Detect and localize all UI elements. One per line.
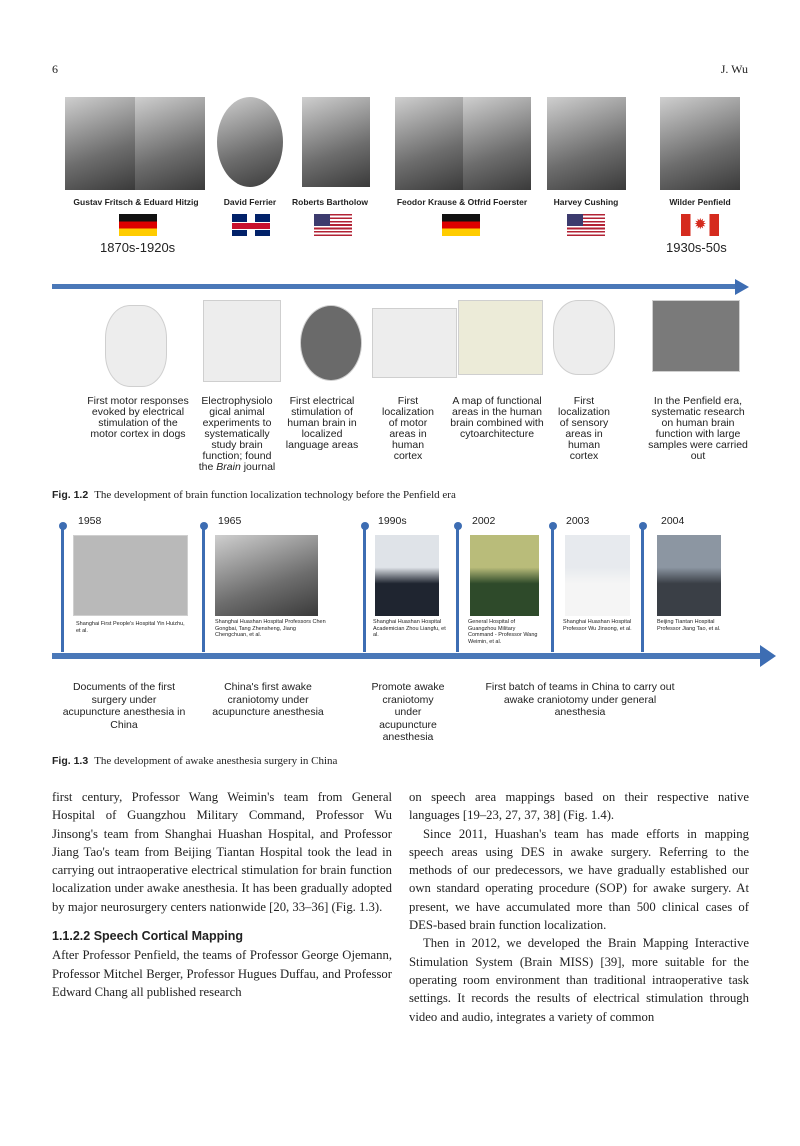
photo-caption: Shanghai First People's Hospital Yin Huizhu, et al. <box>76 621 185 634</box>
paragraph: Then in 2012, we developed the Brain Mapping Interactive Stimulation System (Brain MISS) [39], more suitable for the operating room environment than traditional intraoperative task settings. It records the results of electrical stimulation through video and audio, integrates a variety of common <box>409 936 749 1024</box>
caption-label: Fig. 1.2 <box>52 489 89 501</box>
photo-caption: Beijing Tiantan Hospital Professor Jiang Tao, et al. <box>657 619 721 632</box>
description <box>196 396 278 473</box>
year-label: 1958 <box>78 515 102 527</box>
year-label: 2003 <box>566 515 590 527</box>
caption-text: The development of awake anesthesia surgery in China <box>94 755 338 767</box>
timeline-marker <box>363 527 366 652</box>
historic-document-image <box>73 535 188 616</box>
timeline-dot <box>454 522 462 530</box>
scientist-name: Roberts Bartholow <box>291 197 369 207</box>
description: First electrical stimulation of human brain in localized language areas <box>285 395 359 451</box>
timeline-dot <box>361 522 369 530</box>
portrait-ferrier <box>217 97 283 187</box>
photo-caption: Shanghai Huashan Hospital Professors Chen Gongbai, Tang Zhensheng, Jiang Chengchuan, et al. <box>215 619 326 638</box>
uk-flag-icon <box>232 214 270 236</box>
portrait-wang-weimin <box>470 535 539 616</box>
timeline-arrow <box>52 284 737 289</box>
portrait-jiang-tao <box>657 535 721 616</box>
year-label: 2004 <box>661 515 685 527</box>
portrait-cushing <box>547 97 626 190</box>
paragraph: After Professor Penfield, the teams of Professor George Ojemann, Professor Mitchel Berger, Professor Hugues Duffau, and Professor Edward Chang all published research <box>52 948 392 999</box>
timeline-marker <box>456 527 459 652</box>
description: First batch of teams in China to carry out awake craniotomy under general anesthesia <box>485 681 675 718</box>
timeline-dot <box>639 522 647 530</box>
portrait-zhou-liangfu <box>375 535 439 616</box>
description: In the Penfield era, systematic research on human brain function with large samples were carried out <box>648 395 748 462</box>
timeline-marker <box>551 527 554 652</box>
description: First motor responses evoked by electrical stimulation of the motor cortex in dogs <box>87 395 189 440</box>
paragraph: first century, Professor Wang Weimin's team from General Hospital of Guangzhou Military Command, Professor Wu Jinsong's team from Shanghai Huashan Hospital, and Professor Jiang Tao's team from Beijing Tiantan Hospital took the lead in carrying out intraoperative electrical stimulation for brain function localization under awake anesthesia. It has been gradually adopted by major neurosurgery centers nationwide [20, 33–36] (Fig. 1.3). <box>52 790 392 914</box>
dog-brain-sketch <box>105 305 167 387</box>
photo-caption: Shanghai Huashan Hospital Professor Wu Jinsong, et al. <box>563 619 632 632</box>
portrait-fritsch <box>65 97 135 190</box>
timeline-marker <box>202 527 205 652</box>
penfield-brain-photo <box>652 300 740 372</box>
description: First localization of sensory areas in human cortex <box>558 395 610 462</box>
arrowhead-icon <box>760 645 776 667</box>
sensory-area-sketch <box>553 300 615 375</box>
running-head-author: J. Wu <box>720 62 748 76</box>
description: First localization of motor areas in human cortex <box>382 395 434 462</box>
surgery-photo <box>215 535 318 616</box>
cytoarchitecture-map <box>458 300 543 375</box>
year-label: 2002 <box>472 515 496 527</box>
photo-caption: Shanghai Huashan Hospital Academician Zhou Liangfu, et al. <box>373 619 446 638</box>
figure-caption <box>52 489 456 501</box>
timeline-dot <box>549 522 557 530</box>
scientist-name: David Ferrier <box>223 197 277 207</box>
usa-flag-icon <box>567 214 605 236</box>
page-number: 6 <box>52 62 58 76</box>
motor-area-diagram <box>372 308 457 378</box>
description: A map of functional areas in the human brain combined with cytoarchitecture <box>450 395 544 440</box>
era-end: 1930s-50s <box>666 240 727 255</box>
germany-flag-icon <box>442 214 480 236</box>
section-heading: 1.1.2.2 Speech Cortical Mapping <box>52 929 244 944</box>
portrait-krause <box>395 97 463 190</box>
description: China's first awake craniotomy under acupuncture anesthesia <box>212 681 324 718</box>
photo-caption: General Hospital of Guangzhou Military Command - Professor Wang Weimin, et al. <box>468 619 538 645</box>
right-column <box>409 788 749 1026</box>
canada-flag-icon <box>681 214 719 236</box>
paragraph: on speech area mappings based on their respective native languages [19–23, 27, 37, 38] (Fig. 1.4). <box>409 790 749 823</box>
scientist-name: Gustav Fritsch & Eduard Hitzig <box>73 197 199 207</box>
description: Promote awake craniotomy under acupuncture anesthesia <box>371 681 445 743</box>
timeline-marker <box>61 527 64 652</box>
description-text: journal <box>243 461 276 473</box>
description: Documents of the first surgery under acupuncture anesthesia in China <box>62 681 186 731</box>
portrait-penfield <box>660 97 740 190</box>
era-start: 1870s-1920s <box>100 240 176 255</box>
portrait-hitzig <box>135 97 205 190</box>
timeline-dot <box>59 522 67 530</box>
germany-flag-icon <box>119 214 157 236</box>
timeline-dot <box>200 522 208 530</box>
caption-text: The development of brain function localization technology before the Penfield era <box>94 489 456 501</box>
usa-flag-icon <box>314 214 352 236</box>
portrait-bartholow <box>302 97 370 187</box>
timeline-arrow <box>52 653 764 659</box>
arrowhead-icon <box>735 279 749 295</box>
description-text: Electrophysiolo gical animal experiments to systematically study brain function; found the <box>198 395 273 473</box>
scientist-name: Harvey Cushing <box>553 197 619 207</box>
human-brain-image <box>300 305 362 381</box>
year-label: 1965 <box>218 515 242 527</box>
paragraph: Since 2011, Huashan's team has made efforts in mapping speech areas using DES in awake surgery. Referring to the methods of our predecessors, we have gradually established our own standard operating procedure (SOP) for awake surgery. At present, we have accumulated more than 500 clinical cases of DES-based brain function localization. <box>409 826 749 933</box>
figure-caption <box>52 755 337 767</box>
scientist-name: Wilder Penfield <box>669 197 731 207</box>
scientist-name: Feodor Krause & Otfrid Foerster <box>396 197 528 207</box>
portrait-wu-jinsong <box>565 535 630 616</box>
brain-journal-image <box>203 300 281 382</box>
year-label: 1990s <box>378 515 407 527</box>
journal-name: Brain <box>216 461 241 473</box>
timeline-marker <box>641 527 644 652</box>
portrait-foerster <box>463 97 531 190</box>
left-column <box>52 788 392 1001</box>
caption-label: Fig. 1.3 <box>52 755 89 767</box>
